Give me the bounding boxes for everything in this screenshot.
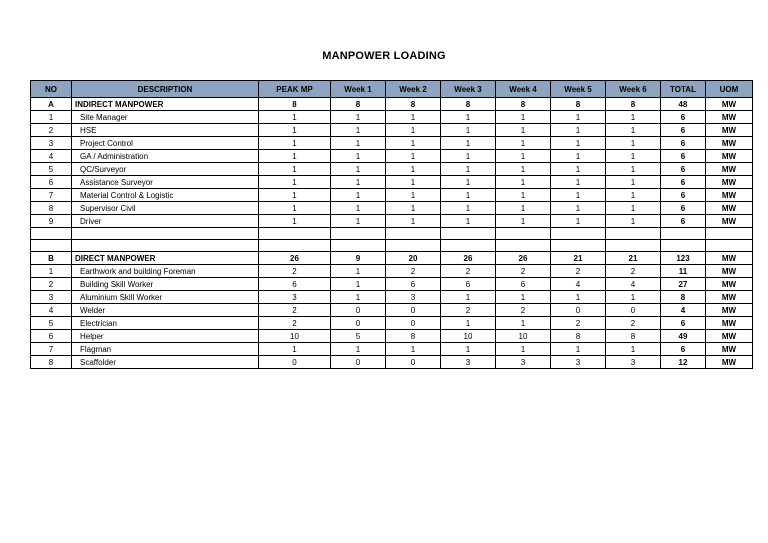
table-cell <box>331 240 386 252</box>
table-cell <box>661 240 706 252</box>
table-cell: 1 <box>386 137 441 150</box>
table-cell: 6 <box>661 137 706 150</box>
table-cell: 2 <box>441 304 496 317</box>
table-cell: 1 <box>259 343 331 356</box>
table-cell <box>706 240 753 252</box>
table-cell: GA / Administration <box>72 150 259 163</box>
table-cell: 9 <box>331 252 386 265</box>
table-cell: 21 <box>551 252 606 265</box>
table-cell: DIRECT MANPOWER <box>72 252 259 265</box>
table-row <box>31 330 753 343</box>
table-cell: Helper <box>72 330 259 343</box>
table-cell: 8 <box>606 330 661 343</box>
table-cell: 1 <box>496 124 551 137</box>
table-cell: 21 <box>606 252 661 265</box>
table-row <box>31 278 753 291</box>
column-header: PEAK MP <box>259 81 331 98</box>
table-row <box>31 343 753 356</box>
table-cell: MW <box>706 111 753 124</box>
table-cell: 1 <box>331 124 386 137</box>
table-cell: 1 <box>386 189 441 202</box>
manpower-table <box>30 80 753 369</box>
table-cell: 4 <box>31 150 72 163</box>
table-cell: 1 <box>331 137 386 150</box>
table-cell: 8 <box>551 98 606 111</box>
table-cell: 49 <box>661 330 706 343</box>
table-cell: 4 <box>31 304 72 317</box>
table-row <box>31 215 753 228</box>
table-cell: 6 <box>661 150 706 163</box>
table-cell: Assistance Surveyor <box>72 176 259 189</box>
table-cell: 5 <box>31 163 72 176</box>
table-cell: 8 <box>259 98 331 111</box>
table-cell: 1 <box>496 111 551 124</box>
table-cell: 1 <box>606 189 661 202</box>
table-cell: 1 <box>496 163 551 176</box>
table-cell: 6 <box>661 202 706 215</box>
table-cell: 1 <box>259 137 331 150</box>
table-cell: 11 <box>661 265 706 278</box>
table-cell: 1 <box>441 317 496 330</box>
table-cell <box>496 228 551 240</box>
table-cell: 2 <box>496 265 551 278</box>
table-cell: Driver <box>72 215 259 228</box>
column-header: Week 4 <box>496 81 551 98</box>
table-cell: 8 <box>606 98 661 111</box>
table-cell <box>606 240 661 252</box>
table-cell: 1 <box>441 291 496 304</box>
table-cell: 3 <box>31 291 72 304</box>
table-cell: 26 <box>259 252 331 265</box>
table-cell: MW <box>706 98 753 111</box>
table-row <box>31 176 753 189</box>
table-cell: 1 <box>259 176 331 189</box>
table-cell: 1 <box>386 176 441 189</box>
table-cell: 1 <box>386 111 441 124</box>
table-cell: B <box>31 252 72 265</box>
table-cell: 6 <box>661 124 706 137</box>
table-cell: MW <box>706 163 753 176</box>
table-cell: 1 <box>551 215 606 228</box>
table-cell: 1 <box>606 163 661 176</box>
table-header-row <box>31 81 753 98</box>
table-cell: 1 <box>441 111 496 124</box>
spacer-row <box>31 228 753 240</box>
table-cell: 1 <box>259 111 331 124</box>
table-cell: 0 <box>386 317 441 330</box>
table-cell: 6 <box>31 330 72 343</box>
table-cell: 1 <box>606 215 661 228</box>
table-cell: 0 <box>331 356 386 369</box>
column-header: Week 1 <box>331 81 386 98</box>
table-cell: 1 <box>551 343 606 356</box>
table-cell: 1 <box>606 176 661 189</box>
table-cell: HSE <box>72 124 259 137</box>
table-cell: 8 <box>331 98 386 111</box>
table-cell: 1 <box>441 150 496 163</box>
table-cell: 6 <box>386 278 441 291</box>
table-cell: 5 <box>331 330 386 343</box>
table-cell: 3 <box>496 356 551 369</box>
table-cell: 1 <box>496 215 551 228</box>
column-header: Week 3 <box>441 81 496 98</box>
table-cell: 1 <box>606 291 661 304</box>
table-cell: 1 <box>606 343 661 356</box>
table-cell: 1 <box>551 189 606 202</box>
table-row <box>31 150 753 163</box>
table-cell: 1 <box>441 137 496 150</box>
table-cell: MW <box>706 202 753 215</box>
table-cell: MW <box>706 252 753 265</box>
table-cell: 6 <box>661 111 706 124</box>
table-cell: 1 <box>551 163 606 176</box>
table-cell: 1 <box>259 150 331 163</box>
table-cell: 1 <box>386 124 441 137</box>
table-cell: 1 <box>331 265 386 278</box>
table-cell: 1 <box>551 124 606 137</box>
table-cell: Scaffolder <box>72 356 259 369</box>
table-cell: Flagman <box>72 343 259 356</box>
table-cell: 3 <box>259 291 331 304</box>
table-cell: 7 <box>31 343 72 356</box>
table-cell: 3 <box>606 356 661 369</box>
table-cell: 6 <box>661 189 706 202</box>
table-cell: 1 <box>606 124 661 137</box>
table-cell: Supervisor Civil <box>72 202 259 215</box>
table-cell: 1 <box>331 150 386 163</box>
table-cell: MW <box>706 317 753 330</box>
table-cell: 1 <box>31 111 72 124</box>
table-cell: QC/Surveyor <box>72 163 259 176</box>
table-cell: MW <box>706 278 753 291</box>
table-cell: 1 <box>331 202 386 215</box>
table-cell: 20 <box>386 252 441 265</box>
table-cell: 6 <box>661 343 706 356</box>
table-cell: 1 <box>386 215 441 228</box>
table-row <box>31 265 753 278</box>
table-cell: 1 <box>259 202 331 215</box>
table-cell: 1 <box>496 150 551 163</box>
table-cell: 8 <box>441 98 496 111</box>
table-cell: 3 <box>386 291 441 304</box>
table-cell: 6 <box>661 176 706 189</box>
table-cell: 5 <box>31 317 72 330</box>
table-cell: 0 <box>331 317 386 330</box>
table-cell: 6 <box>441 278 496 291</box>
table-row <box>31 137 753 150</box>
section-row <box>31 252 753 265</box>
table-cell: 12 <box>661 356 706 369</box>
table-cell: 8 <box>496 98 551 111</box>
table-cell: 2 <box>31 278 72 291</box>
table-row <box>31 163 753 176</box>
table-cell: 2 <box>496 304 551 317</box>
table-cell: 1 <box>386 163 441 176</box>
table-cell: INDIRECT MANPOWER <box>72 98 259 111</box>
table-cell: 0 <box>551 304 606 317</box>
table-cell: 1 <box>259 163 331 176</box>
table-row <box>31 291 753 304</box>
table-cell <box>551 240 606 252</box>
table-cell: Site Manager <box>72 111 259 124</box>
table-cell: 1 <box>606 137 661 150</box>
table-cell: 1 <box>496 343 551 356</box>
table-cell: 8 <box>661 291 706 304</box>
table-cell: 0 <box>331 304 386 317</box>
table-cell: 1 <box>551 137 606 150</box>
table-cell: 26 <box>496 252 551 265</box>
table-cell: 2 <box>259 265 331 278</box>
table-cell: 2 <box>441 265 496 278</box>
table-cell: 6 <box>259 278 331 291</box>
table-cell: 1 <box>551 291 606 304</box>
table-cell <box>606 228 661 240</box>
table-cell <box>496 240 551 252</box>
table-cell: 1 <box>606 111 661 124</box>
spacer-row <box>31 240 753 252</box>
table-cell: 1 <box>496 137 551 150</box>
table-cell: MW <box>706 215 753 228</box>
table-row <box>31 304 753 317</box>
table-cell: 1 <box>331 163 386 176</box>
table-cell: 3 <box>441 356 496 369</box>
table-cell: MW <box>706 124 753 137</box>
table-row <box>31 124 753 137</box>
table-cell: 1 <box>551 150 606 163</box>
table-cell: 10 <box>496 330 551 343</box>
table-cell: 8 <box>31 202 72 215</box>
column-header: Week 6 <box>606 81 661 98</box>
table-cell: 3 <box>551 356 606 369</box>
table-cell: 27 <box>661 278 706 291</box>
table-cell: 2 <box>551 317 606 330</box>
table-cell: 1 <box>551 176 606 189</box>
table-cell: 8 <box>551 330 606 343</box>
table-cell <box>31 228 72 240</box>
table-cell: 1 <box>441 215 496 228</box>
table-row <box>31 189 753 202</box>
table-cell: 1 <box>386 202 441 215</box>
table-cell: 1 <box>331 111 386 124</box>
table-cell <box>259 228 331 240</box>
table-cell <box>706 228 753 240</box>
table-cell: 1 <box>496 202 551 215</box>
table-cell: 1 <box>441 176 496 189</box>
table-cell: 8 <box>31 356 72 369</box>
table-row <box>31 317 753 330</box>
table-cell: 4 <box>606 278 661 291</box>
table-cell <box>331 228 386 240</box>
table-cell <box>72 240 259 252</box>
table-cell <box>441 240 496 252</box>
table-cell: 0 <box>386 304 441 317</box>
table-cell: MW <box>706 189 753 202</box>
table-cell: MW <box>706 343 753 356</box>
table-cell: 4 <box>661 304 706 317</box>
table-cell: Material Control & Logistic <box>72 189 259 202</box>
table-cell: 1 <box>331 215 386 228</box>
table-cell: 10 <box>441 330 496 343</box>
table-row <box>31 356 753 369</box>
table-cell: 1 <box>496 291 551 304</box>
table-cell: 1 <box>551 202 606 215</box>
table-cell: 1 <box>496 317 551 330</box>
table-cell: 123 <box>661 252 706 265</box>
column-header: Week 5 <box>551 81 606 98</box>
table-cell: 10 <box>259 330 331 343</box>
table-cell: 2 <box>386 265 441 278</box>
table-cell <box>259 240 331 252</box>
table-cell: 7 <box>31 189 72 202</box>
table-cell: 2 <box>551 265 606 278</box>
table-cell <box>661 228 706 240</box>
table-cell: 9 <box>31 215 72 228</box>
column-header: DESCRIPTION <box>72 81 259 98</box>
section-row <box>31 98 753 111</box>
table-cell: 4 <box>551 278 606 291</box>
table-cell: 2 <box>31 124 72 137</box>
table-cell: 1 <box>441 343 496 356</box>
table-cell: 1 <box>331 278 386 291</box>
column-header: UOM <box>706 81 753 98</box>
table-cell: 1 <box>606 150 661 163</box>
table-cell: MW <box>706 176 753 189</box>
table-cell: 1 <box>441 124 496 137</box>
table-cell: 2 <box>606 265 661 278</box>
table-cell: 8 <box>386 98 441 111</box>
table-cell: 1 <box>331 291 386 304</box>
table-cell: 1 <box>496 189 551 202</box>
table-cell: 6 <box>496 278 551 291</box>
table-cell: Welder <box>72 304 259 317</box>
table-cell: 1 <box>331 189 386 202</box>
table-cell: MW <box>706 330 753 343</box>
table-cell: 48 <box>661 98 706 111</box>
table-cell: 1 <box>386 150 441 163</box>
table-cell <box>31 240 72 252</box>
table-cell: 1 <box>259 215 331 228</box>
table-cell: 0 <box>606 304 661 317</box>
table-cell: MW <box>706 265 753 278</box>
table-cell: 1 <box>441 163 496 176</box>
column-header: TOTAL <box>661 81 706 98</box>
table-cell: 8 <box>386 330 441 343</box>
table-cell: 2 <box>259 317 331 330</box>
table-cell: 1 <box>496 176 551 189</box>
page-title: MANPOWER LOADING <box>322 50 446 62</box>
table-row <box>31 202 753 215</box>
table-cell: MW <box>706 356 753 369</box>
table-cell: 0 <box>386 356 441 369</box>
table-cell: MW <box>706 137 753 150</box>
table-cell: 3 <box>31 137 72 150</box>
table-cell: 6 <box>661 215 706 228</box>
table-cell: A <box>31 98 72 111</box>
table-cell: Aluminium Skill Worker <box>72 291 259 304</box>
table-cell: 1 <box>259 124 331 137</box>
table-cell: Electrician <box>72 317 259 330</box>
table-cell: 1 <box>606 202 661 215</box>
table-cell: 26 <box>441 252 496 265</box>
table-cell <box>386 240 441 252</box>
table-cell <box>386 228 441 240</box>
column-header: Week 2 <box>386 81 441 98</box>
table-cell: 2 <box>259 304 331 317</box>
table-cell: 1 <box>441 202 496 215</box>
table-cell: 1 <box>31 265 72 278</box>
table-cell: MW <box>706 304 753 317</box>
table-cell: 1 <box>386 343 441 356</box>
table-cell: 0 <box>259 356 331 369</box>
table-cell: 6 <box>661 317 706 330</box>
table-row <box>31 111 753 124</box>
table-cell: Building Skill Worker <box>72 278 259 291</box>
table-cell: 1 <box>441 189 496 202</box>
table-cell <box>551 228 606 240</box>
table-cell <box>72 228 259 240</box>
table-cell: Project Control <box>72 137 259 150</box>
table-cell: 1 <box>551 111 606 124</box>
table-cell: 2 <box>606 317 661 330</box>
table-cell: Earthwork and building Foreman <box>72 265 259 278</box>
column-header: NO <box>31 81 72 98</box>
table-cell: 1 <box>259 189 331 202</box>
table-cell <box>441 228 496 240</box>
table-cell: MW <box>706 291 753 304</box>
table-cell: 1 <box>331 176 386 189</box>
table-cell: MW <box>706 150 753 163</box>
table-cell: 1 <box>331 343 386 356</box>
table-cell: 6 <box>31 176 72 189</box>
table-cell: 6 <box>661 163 706 176</box>
